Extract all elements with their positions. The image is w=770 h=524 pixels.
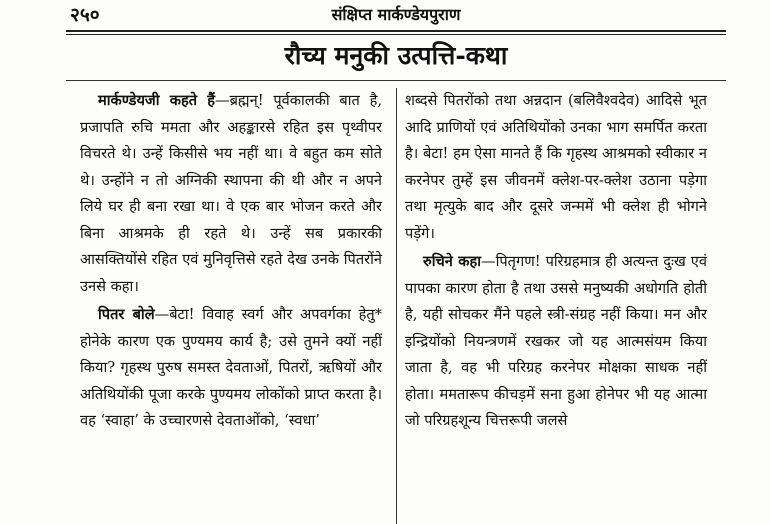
paragraph-continued: शब्दसे पितरोंको तथा अन्नदान (बलिवैश्वदेव) आदिसे भूत आदि प्राणियों एवं अतिथियोंको उनका भाग समर्पित करता है। बेटा! हम ऐसा मानते हैं कि गृहस्थ आश्रमको स्वीकार न करनेपर तुम्हें इस जीवनमें क्लेश-पर-क्लेश उठाना पड़ेगा तथा मृत्युके बाद और दूसरे जन्ममें भी क्लेश ही भोगने पड़ेंगे।: [405, 92, 707, 242]
title-rule: [66, 80, 726, 81]
right-column: [405, 88, 707, 435]
column-divider: [396, 88, 397, 524]
paragraph-text: —बेटा! विवाह स्वर्ग और अपवर्गका हेतु* होनेके कारण एक पुण्यमय कार्य है; उसे तुमने क्यों नहीं किया? गृहस्थ पुरुष समस्त देवताओं, पितरों, ऋषियों और अतिथियोंकी पूजा करके पुण्यमय लोकोंको प्राप्त करता है। वह ‘स्वाहा’ के उच्चारणसे देवताओंको, ‘स्वधा’: [80, 306, 382, 429]
paragraph-markandeya: [80, 88, 382, 300]
speaker-pitars: पितर बोले: [98, 306, 155, 323]
speaker-markandeya: मार्कण्डेयजी कहते हैं: [98, 92, 215, 109]
paragraph-text: —पितृगण! परिग्रहमात्र ही अत्यन्त दुःख एवं पापका कारण होता है तथा उससे मनुष्यकी अधोगति होती है, यही सोचकर मैंने पहले स्त्री-संग्रह नहीं किया। मन और इन्द्रियोंको नियन्त्रणमें रखकर जो यह आत्मसंयम किया जाता है, वह भी परिग्रह करनेपर मोक्षका साधक नहीं होता। ममतारूप कीचड़में सना हुआ होनेपर भी यह आत्मा जो परिग्रहशून्य चित्तरूपी जलसे: [405, 253, 707, 429]
paragraph-ruchi: [405, 249, 707, 435]
running-title: संक्षिप्त मार्कण्डेयपुराण: [331, 5, 461, 24]
paragraph-pitars: [80, 302, 382, 435]
speaker-ruchi: रुचिने कहा: [423, 253, 482, 270]
page-header: [66, 4, 726, 28]
left-column: [80, 88, 382, 435]
header-rule: [66, 30, 726, 35]
page-number: २५०: [70, 4, 100, 26]
paragraph-text: —ब्रह्मन्! पूर्वकालकी बात है, प्रजापति रुचि ममता और अहङ्कारसे रहित इस पृथ्वीपर विचरते थे। उन्हें किसीसे भय नहीं था। वे बहुत कम सोते थे। उन्होंने न तो अग्निकी स्थापना की थी और न अपने लिये घर ही बना रखा था। वे एक बार भोजन करते और बिना आश्रमके ही रहते थे। उन्हें सब प्रकारकी आसक्तियोंसे रहित एवं मुनिवृत्तिसे रहते देख उनके पितरोंने उनसे कहा।: [80, 92, 383, 295]
chapter-title: रौच्य मनुकी उत्पत्ति-कथा: [284, 41, 508, 70]
